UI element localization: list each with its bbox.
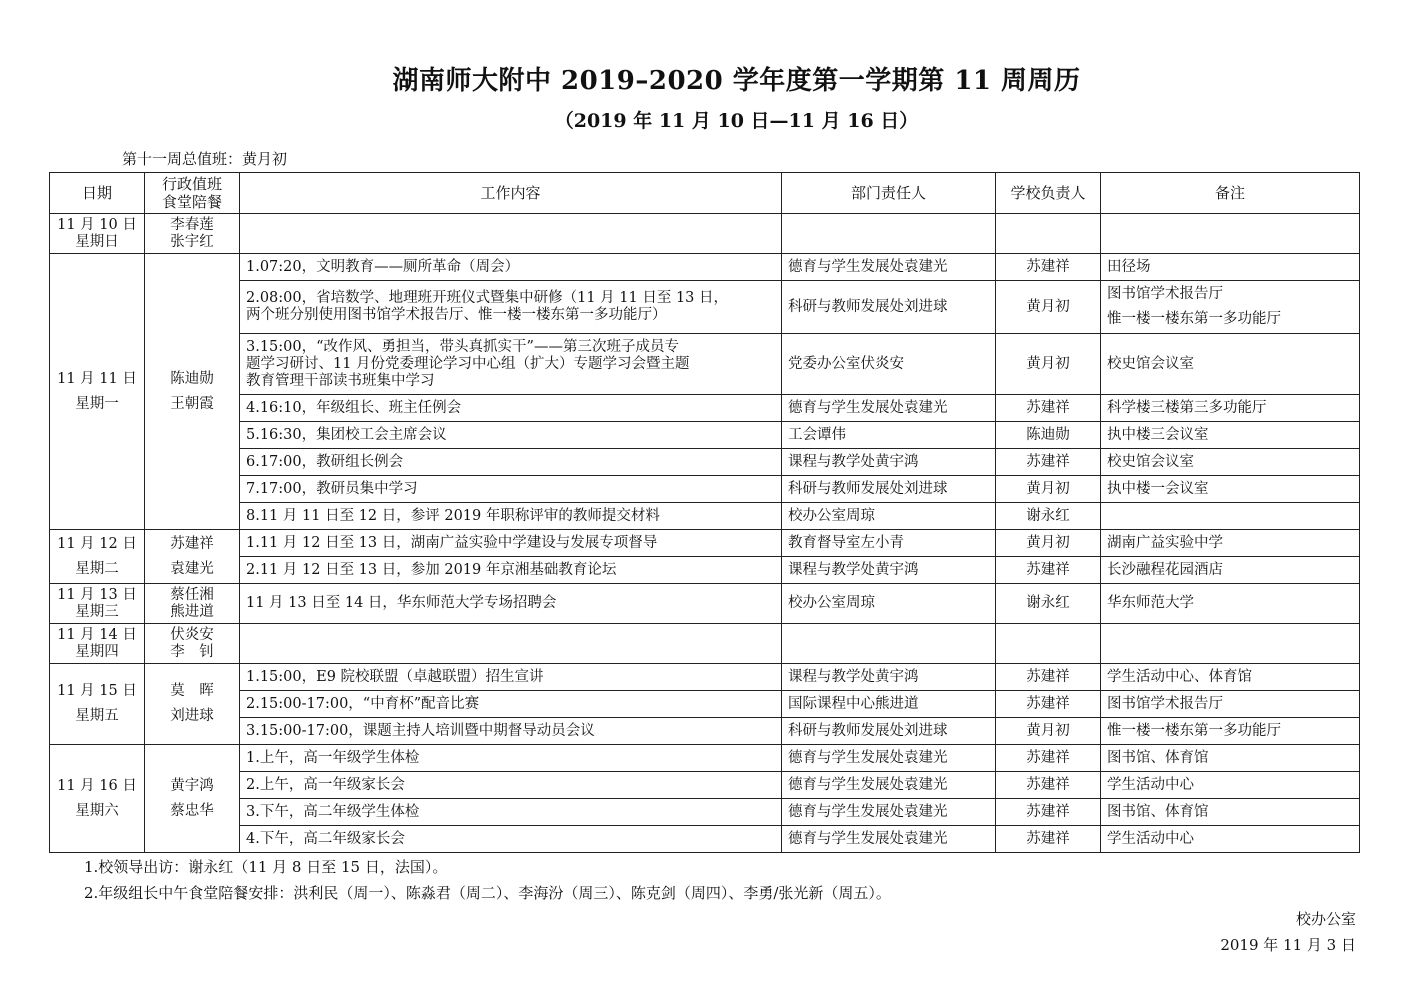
date-text: 11 月 16 日 — [57, 777, 137, 794]
admin-duty-cell — [145, 530, 240, 584]
signature-office: 校办公室 — [1295, 910, 1356, 928]
signature-date: 2019 年 11 月 3 日 — [1220, 936, 1356, 954]
remark-line: 湖南广益实验中学 — [1107, 534, 1223, 551]
content-cell — [240, 422, 782, 449]
remark-line: 学生活动中心 — [1107, 830, 1194, 847]
content-line: 3.15:00，“改作风、勇担当，带头真抓实干”——第三次班子成员专 — [246, 338, 679, 355]
remark-cell — [1101, 395, 1360, 422]
table-row — [50, 281, 1360, 334]
remark-line: 校史馆会议室 — [1107, 355, 1194, 372]
admin-name: 蔡忠华 — [170, 802, 214, 819]
table-row — [50, 624, 1360, 664]
content-line: 2.上午，高一年级家长会 — [246, 776, 405, 793]
dept-cell: 工会谭伟 — [782, 422, 996, 449]
leader-cell: 黄月初 — [996, 718, 1101, 745]
content-line: 1.07:20，文明教育——厕所革命（周会） — [246, 258, 520, 275]
admin-name: 莫 晖 — [170, 683, 214, 699]
dept-cell: 德育与学生发展处袁建光 — [782, 772, 996, 799]
leader-cell: 苏建祥 — [996, 691, 1101, 718]
admin-name: 黄宇鸿 — [170, 777, 214, 794]
date-text: 11 月 15 日 — [57, 683, 137, 699]
table-row — [50, 664, 1360, 691]
table-row — [50, 745, 1360, 772]
note-1: 1.校领导出访：谢永红（11 月 8 日至 15 日，法国）。 — [84, 858, 448, 876]
remark-cell — [1101, 476, 1360, 503]
weekday-text: 星期六 — [75, 802, 119, 819]
content-line: 两个班分别使用图书馆学术报告厅、惟一楼一楼东第一多功能厅） — [246, 307, 667, 323]
dept-cell: 国际课程中心熊进道 — [782, 691, 996, 718]
content-cell — [240, 826, 782, 853]
content-line: 6.17:00，教研组长例会 — [246, 453, 404, 470]
page-title: 湖南师大附中 2019–2020 学年度第一学期第 11 周周历 — [392, 66, 1081, 96]
table-row — [50, 826, 1360, 853]
admin-name: 王朝霞 — [170, 395, 214, 412]
weekday-text: 星期五 — [75, 708, 119, 724]
dept-cell: 党委办公室伏炎安 — [782, 334, 996, 395]
content-line: 教育管理干部读书班集中学习 — [246, 372, 435, 389]
admin-name: 熊进道 — [170, 603, 214, 620]
duty-officer-line: 第十一周总值班：黄月初 — [122, 150, 288, 168]
date-cell — [50, 254, 145, 530]
leader-cell: 苏建祥 — [996, 799, 1101, 826]
remark-line: 惟一楼一楼东第一多功能厅 — [1107, 722, 1281, 739]
weekday-text: 星期四 — [75, 643, 119, 660]
table-row — [50, 772, 1360, 799]
remark-line: 校史馆会议室 — [1107, 453, 1194, 470]
dept-cell: 课程与教学处黄宇鸿 — [782, 664, 996, 691]
date-text: 11 月 13 日 — [57, 586, 137, 603]
remark-line: 图书馆学术报告厅 — [1107, 286, 1223, 302]
header-content: 工作内容 — [240, 173, 782, 214]
content-line: 2.15:00-17:00，“中育杯”配音比赛 — [246, 695, 480, 712]
date-cell — [50, 624, 145, 664]
remark-line: 长沙融程花园酒店 — [1107, 561, 1223, 578]
table-row — [50, 503, 1360, 530]
leader-cell: 苏建祥 — [996, 557, 1101, 584]
weekday-text: 星期二 — [75, 560, 119, 577]
leader-cell: 黄月初 — [996, 281, 1101, 334]
remark-cell — [1101, 281, 1360, 334]
admin-name: 苏建祥 — [170, 535, 214, 552]
leader-cell — [996, 624, 1101, 664]
dept-cell: 德育与学生发展处袁建光 — [782, 799, 996, 826]
leader-cell: 黄月初 — [996, 334, 1101, 395]
dept-cell: 科研与教师发展处刘进球 — [782, 476, 996, 503]
dept-cell: 德育与学生发展处袁建光 — [782, 395, 996, 422]
header-row — [50, 173, 1360, 214]
table-row — [50, 691, 1360, 718]
weekday-text: 星期一 — [75, 395, 119, 412]
remark-line: 执中楼三会议室 — [1107, 426, 1209, 443]
header-date: 日期 — [50, 173, 145, 214]
table-row — [50, 395, 1360, 422]
leader-cell: 苏建祥 — [996, 826, 1101, 853]
date-cell — [50, 664, 145, 745]
leader-cell: 黄月初 — [996, 476, 1101, 503]
content-cell — [240, 557, 782, 584]
content-line: 4.下午，高二年级家长会 — [246, 830, 405, 847]
admin-name: 陈迪勋 — [170, 370, 214, 387]
remark-cell — [1101, 584, 1360, 624]
admin-duty-cell — [145, 584, 240, 624]
dept-cell: 校办公室周琼 — [782, 584, 996, 624]
content-cell — [240, 281, 782, 334]
dept-cell: 德育与学生发展处袁建光 — [782, 745, 996, 772]
date-cell — [50, 584, 145, 624]
leader-cell — [996, 214, 1101, 254]
remark-line: 华东师范大学 — [1107, 595, 1194, 611]
admin-name: 刘进球 — [170, 708, 214, 724]
admin-name: 伏炎安 — [170, 626, 214, 643]
admin-duty-cell — [145, 624, 240, 664]
table-row — [50, 799, 1360, 826]
header-leader: 学校负责人 — [996, 173, 1101, 214]
dept-cell: 校办公室周琼 — [782, 503, 996, 530]
leader-cell: 苏建祥 — [996, 664, 1101, 691]
leader-cell: 谢永红 — [996, 503, 1101, 530]
content-cell — [240, 214, 782, 254]
content-cell — [240, 664, 782, 691]
dept-cell: 教育督导室左小青 — [782, 530, 996, 557]
date-text: 11 月 11 日 — [57, 370, 137, 387]
content-line: 1.上午，高一年级学生体检 — [246, 749, 420, 766]
content-line: 7.17:00，教研员集中学习 — [246, 480, 418, 497]
content-cell — [240, 745, 782, 772]
content-cell — [240, 624, 782, 664]
admin-name: 李春莲 — [170, 216, 214, 233]
remark-line: 学生活动中心 — [1107, 776, 1194, 793]
calendar-body — [50, 214, 1360, 853]
content-line: 3.下午，高二年级学生体检 — [246, 803, 420, 820]
dept-cell: 德育与学生发展处袁建光 — [782, 826, 996, 853]
leader-cell: 苏建祥 — [996, 449, 1101, 476]
remark-cell — [1101, 718, 1360, 745]
remark-cell — [1101, 745, 1360, 772]
remark-cell — [1101, 503, 1360, 530]
table-row — [50, 254, 1360, 281]
content-cell — [240, 584, 782, 624]
remark-line: 图书馆学术报告厅 — [1107, 695, 1223, 712]
leader-cell: 苏建祥 — [996, 395, 1101, 422]
weekday-text: 星期三 — [75, 603, 119, 620]
leader-cell: 陈迪勋 — [996, 422, 1101, 449]
leader-cell: 苏建祥 — [996, 745, 1101, 772]
date-text: 11 月 12 日 — [57, 535, 137, 552]
remark-cell — [1101, 449, 1360, 476]
remark-cell — [1101, 254, 1360, 281]
remark-cell — [1101, 334, 1360, 395]
admin-duty-cell — [145, 254, 240, 530]
content-cell — [240, 718, 782, 745]
remark-cell — [1101, 530, 1360, 557]
remark-line: 执中楼一会议室 — [1107, 480, 1209, 497]
remark-cell — [1101, 799, 1360, 826]
header-admin-line1: 行政值班 — [161, 175, 222, 193]
content-line: 5.16:30，集团校工会主席会议 — [246, 426, 447, 443]
table-row — [50, 584, 1360, 624]
note-2: 2.年级组长中午食堂陪餐安排：洪利民（周一）、陈淼君（周二）、李海汾（周三）、陈克剑（周四）、李勇/张光新（周五）。 — [84, 884, 891, 902]
weekly-calendar-table — [49, 172, 1360, 853]
table-row — [50, 214, 1360, 254]
header-remark: 备注 — [1101, 173, 1360, 214]
table-row — [50, 530, 1360, 557]
content-cell — [240, 503, 782, 530]
remark-cell — [1101, 826, 1360, 853]
date-range-subtitle: （2019 年 11 月 10 日—11 月 16 日） — [554, 110, 919, 132]
remark-cell — [1101, 422, 1360, 449]
admin-name: 张宇红 — [170, 233, 214, 250]
dept-cell: 课程与教学处黄宇鸿 — [782, 557, 996, 584]
date-cell — [50, 214, 145, 254]
content-cell — [240, 772, 782, 799]
content-cell — [240, 334, 782, 395]
dept-cell: 科研与教师发展处刘进球 — [782, 718, 996, 745]
remark-line: 科学楼三楼第三多功能厅 — [1107, 399, 1267, 416]
table-row — [50, 422, 1360, 449]
content-cell — [240, 530, 782, 557]
admin-name: 袁建光 — [170, 560, 214, 577]
remark-line: 惟一楼一楼东第一多功能厅 — [1107, 311, 1281, 327]
table-row — [50, 718, 1360, 745]
header-admin-duty — [145, 173, 240, 214]
remark-cell — [1101, 772, 1360, 799]
remark-line: 学生活动中心、体育馆 — [1107, 668, 1252, 685]
admin-name: 蔡任湘 — [170, 586, 214, 603]
admin-duty-cell — [145, 745, 240, 853]
date-text: 11 月 10 日 — [57, 216, 137, 233]
table-row — [50, 449, 1360, 476]
leader-cell: 苏建祥 — [996, 772, 1101, 799]
date-cell — [50, 745, 145, 853]
content-cell — [240, 691, 782, 718]
content-line: 题学习研讨、11 月份党委理论学习中心组（扩大）专题学习会暨主题 — [246, 355, 690, 372]
content-cell — [240, 395, 782, 422]
content-line: 2.11 月 12 日至 13 日，参加 2019 年京湘基础教育论坛 — [246, 561, 617, 578]
content-line: 1.11 月 12 日至 13 日，湖南广益实验中学建设与发展专项督导 — [246, 534, 658, 551]
content-cell — [240, 476, 782, 503]
content-cell — [240, 449, 782, 476]
leader-cell: 苏建祥 — [996, 254, 1101, 281]
date-cell — [50, 530, 145, 584]
content-line: 3.15:00-17:00，课题主持人培训暨中期督导动员会议 — [246, 722, 595, 739]
admin-name: 李 钊 — [170, 643, 214, 660]
content-line: 11 月 13 日至 14 日，华东师范大学专场招聘会 — [246, 595, 557, 611]
remark-line: 图书馆、体育馆 — [1107, 803, 1209, 820]
table-row — [50, 557, 1360, 584]
admin-duty-cell — [145, 664, 240, 745]
content-line: 8.11 月 11 日至 12 日，参评 2019 年职称评审的教师提交材料 — [246, 507, 660, 524]
table-row — [50, 476, 1360, 503]
remark-cell — [1101, 691, 1360, 718]
remark-cell — [1101, 664, 1360, 691]
remark-line: 图书馆、体育馆 — [1107, 749, 1209, 766]
dept-cell: 科研与教师发展处刘进球 — [782, 281, 996, 334]
date-text: 11 月 14 日 — [57, 626, 137, 643]
content-cell — [240, 799, 782, 826]
admin-duty-cell — [145, 214, 240, 254]
remark-cell — [1101, 214, 1360, 254]
dept-cell — [782, 214, 996, 254]
leader-cell: 黄月初 — [996, 530, 1101, 557]
header-admin-line2: 食堂陪餐 — [161, 193, 222, 211]
content-line: 4.16:10，年级组长、班主任例会 — [246, 399, 462, 416]
dept-cell — [782, 624, 996, 664]
remark-line: 田径场 — [1107, 258, 1151, 275]
leader-cell: 谢永红 — [996, 584, 1101, 624]
weekday-text: 星期日 — [75, 233, 119, 250]
content-line: 2.08:00，省培数学、地理班开班仪式暨集中研修（11 月 11 日至 13 日， — [246, 290, 729, 306]
remark-cell — [1101, 624, 1360, 664]
table-row — [50, 334, 1360, 395]
dept-cell: 德育与学生发展处袁建光 — [782, 254, 996, 281]
dept-cell: 课程与教学处黄宇鸿 — [782, 449, 996, 476]
header-dept: 部门责任人 — [782, 173, 996, 214]
remark-cell — [1101, 557, 1360, 584]
content-line: 1.15:00，E9 院校联盟（卓越联盟）招生宣讲 — [246, 668, 544, 685]
content-cell — [240, 254, 782, 281]
